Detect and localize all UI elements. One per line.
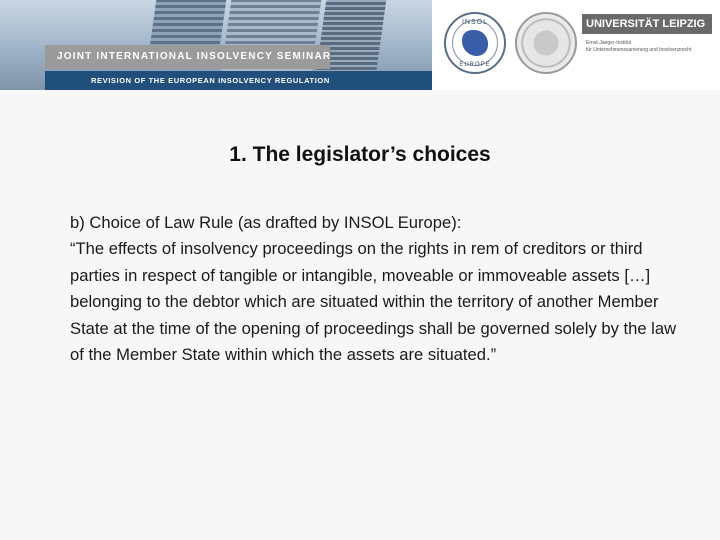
slide-title: 1. The legislator’s choices bbox=[229, 143, 491, 166]
logo-text-top: INSOL bbox=[461, 19, 488, 26]
quote-text: “The effects of insolvency proceedings on the rights in rem of creditors or third parties in respect of tangible or intangible, moveable or immoveable assets […] belonging to the debtor which are situated within the territory of another Member State at the time of the opening of proceedings shall be governed solely by the law of the Member State within which the assets are situated.” bbox=[70, 239, 677, 365]
institute-line-2: für Unternehmenssanierung und Insolvenzrecht bbox=[586, 47, 692, 53]
university-logo bbox=[582, 14, 720, 74]
slide-body bbox=[70, 210, 690, 368]
insol-europe-logo bbox=[444, 12, 506, 74]
europe-map-icon bbox=[462, 30, 488, 56]
seminar-title: JOINT INTERNATIONAL INSOLVENCY SEMINAR bbox=[45, 45, 330, 69]
intro-text: b) Choice of Law Rule (as drafted by INSOL Europe): bbox=[70, 213, 462, 232]
university-name: UNIVERSITÄT LEIPZIG bbox=[582, 14, 712, 34]
university-seal-icon bbox=[515, 12, 577, 74]
revision-subtitle: REVISION OF THE EUROPEAN INSOLVENCY REGULATION bbox=[45, 71, 432, 90]
logo-text-bottom: EUROPE bbox=[459, 62, 491, 68]
institute-line-1: Ernst-Jaeger-Institut bbox=[586, 40, 632, 46]
slide-header bbox=[0, 0, 720, 90]
